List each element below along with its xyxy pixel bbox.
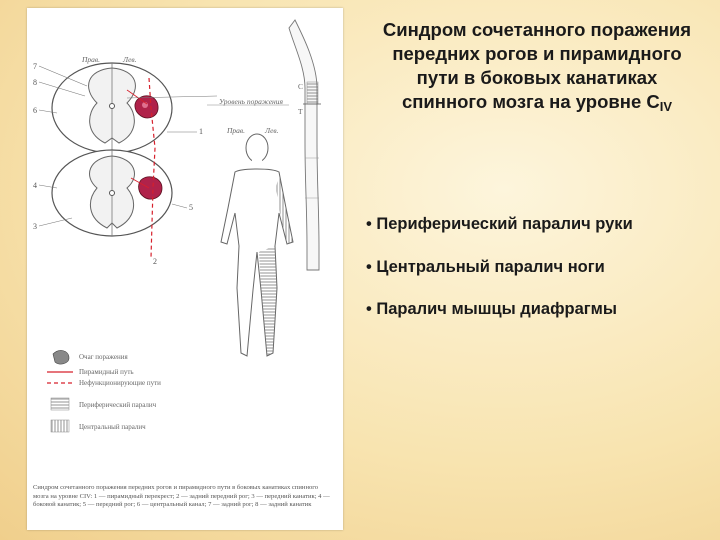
slide-title [372, 18, 702, 119]
textbook-figure [27, 8, 343, 530]
figure-caption: Синдром сочетанного поражения передних рогов и пирамидного пути в боковых канатиках спинного мозга на уровне CIV: 1 — пирамидный перекрест; 2 — задний передний рог; 3 — передний канатик; 4 — боковой канатик; 5 — передний рог; 6 — центральный канал; 7 — задний рог; 8 — задний канатик [33, 484, 330, 509]
bullet-list [366, 214, 716, 342]
label-left-mid: Лев. [265, 126, 279, 135]
number-2: 2 [153, 257, 157, 266]
legend-central-paralysis: Центральный паралич [79, 423, 146, 431]
label-right-top: Прав. [82, 55, 101, 64]
body-figure [221, 134, 293, 356]
label-right-mid: Прав. [227, 126, 246, 135]
bullet-item: • Центральный паралич ноги [366, 257, 605, 276]
lower-lesion [139, 177, 162, 199]
number-5: 5 [189, 203, 193, 212]
number-7: 7 [33, 62, 37, 71]
number-6: 6 [33, 106, 37, 115]
bullet-item: • Паралич мышцы диафрагмы [366, 300, 617, 318]
spinal-cord-diagram [27, 8, 343, 530]
label-c-mark: С [298, 82, 304, 91]
bullet-item: • Периферический паралич руки [366, 215, 633, 233]
number-1: 1 [199, 127, 203, 136]
legend-swatches [47, 351, 73, 432]
label-t-mark: Т [298, 107, 303, 116]
legend-lesion: Очаг поражения [79, 353, 128, 361]
label-level: Уровень поражения [219, 97, 284, 106]
legend-nonfunctioning-paths: Нефункционирующие пути [79, 379, 161, 387]
label-left-top: Лев. [123, 55, 137, 64]
slide-title-subscript: IV [659, 99, 673, 114]
slide-title-text: Синдром сочетанного поражения передних рогов и пирамидного пути в боковых канатиках спинного мозга на уровне C [382, 19, 692, 112]
legend-pyramidal-path: Пирамидный путь [79, 368, 134, 376]
number-4: 4 [33, 181, 37, 190]
legend-peripheral-paralysis: Периферический паралич [79, 401, 157, 409]
number-8: 8 [33, 78, 37, 87]
number-3: 3 [33, 222, 37, 231]
